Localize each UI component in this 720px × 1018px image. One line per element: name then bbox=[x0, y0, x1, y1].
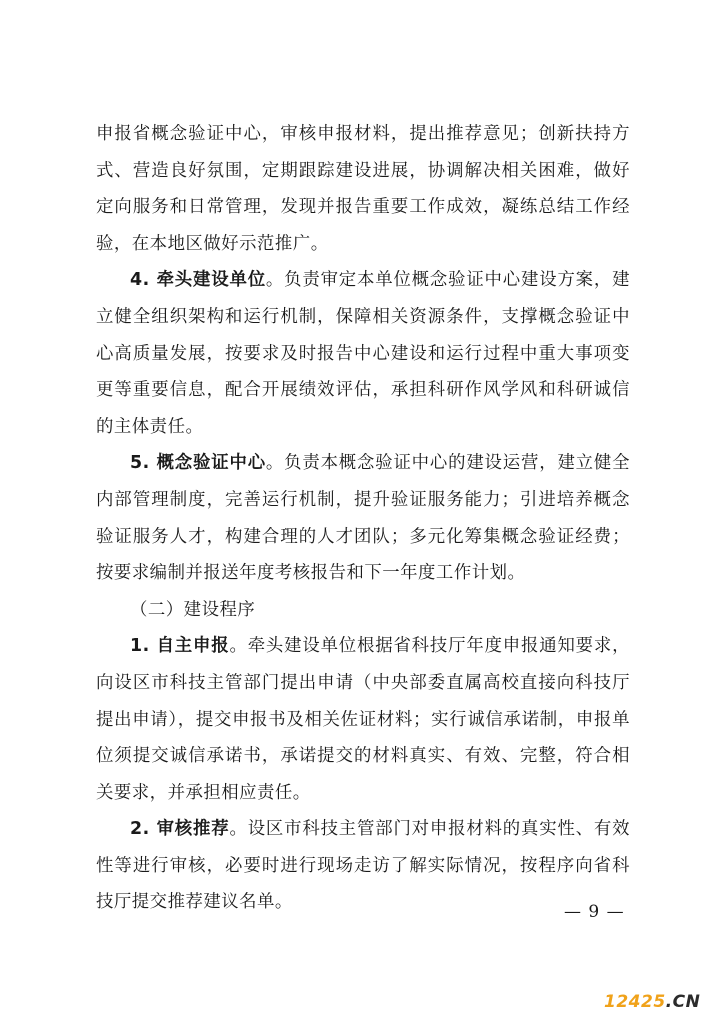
watermark-suffix: .CN bbox=[665, 992, 701, 1012]
page-number: — 9 — bbox=[564, 902, 625, 922]
step-review-recommend bbox=[96, 811, 630, 921]
step-self-application-heading: 1. 自主申报 bbox=[130, 636, 230, 657]
step-self-application-text: 。牵头建设单位根据省科技厅年度申报通知要求，向设区市科技主管部门提出申请（中央部委直属高校直接向科技厅提出申请），提交申报书及相关佐证材料；实行诚信承诺制，申报单位须提交诚信承诺书，承诺提交的材料真实、有效、完整，符合相关要求，并承担相应责任。 bbox=[96, 636, 630, 803]
watermark-number: 12425 bbox=[604, 992, 666, 1012]
paragraph-1 bbox=[96, 116, 630, 262]
document-body bbox=[96, 116, 630, 921]
step-review-recommend-heading: 2. 审核推荐 bbox=[130, 819, 230, 840]
paragraph-lead-unit-text: 。负责审定本单位概念验证中心建设方案，建立健全组织架构和运行机制，保障相关资源条件，支撑概念验证中心高质量发展，按要求及时报告中心建设和运行过程中重大事项变更等重要信息，配合开展绩效评估，承担科研作风学风和科研诚信的主体责任。 bbox=[96, 270, 630, 437]
step-review-recommend-text: 。设区市科技主管部门对申报材料的真实性、有效性等进行审核，必要时进行现场走访了解实际情况，按程序向省科技厅提交推荐建议名单。 bbox=[96, 819, 630, 913]
step-self-application bbox=[96, 628, 630, 811]
paragraph-lead-unit bbox=[96, 262, 630, 445]
paragraph-verification-center-text: 。负责本概念验证中心的建设运营，建立健全内部管理制度，完善运行机制，提升验证服务能力；引进培养概念验证服务人才，构建合理的人才团队；多元化筹集概念验证经费；按要求编制并报送年度考核报告和下一年度工作计划。 bbox=[96, 453, 630, 584]
paragraph-lead-unit-heading: 4. 牵头建设单位 bbox=[130, 270, 266, 291]
paragraph-verification-center-heading: 5. 概念验证中心 bbox=[130, 453, 266, 474]
paragraph-verification-center bbox=[96, 445, 630, 591]
site-watermark bbox=[604, 992, 700, 1012]
section-heading: （二）建设程序 bbox=[130, 599, 256, 620]
paragraph-1-text: 申报省概念验证中心，审核申报材料，提出推荐意见；创新扶持方式、营造良好氛围，定期跟踪建设进展，协调解决相关困难，做好定向服务和日常管理，发现并报告重要工作成效，凝练总结工作经验，在本地区做好示范推广。 bbox=[96, 124, 630, 254]
